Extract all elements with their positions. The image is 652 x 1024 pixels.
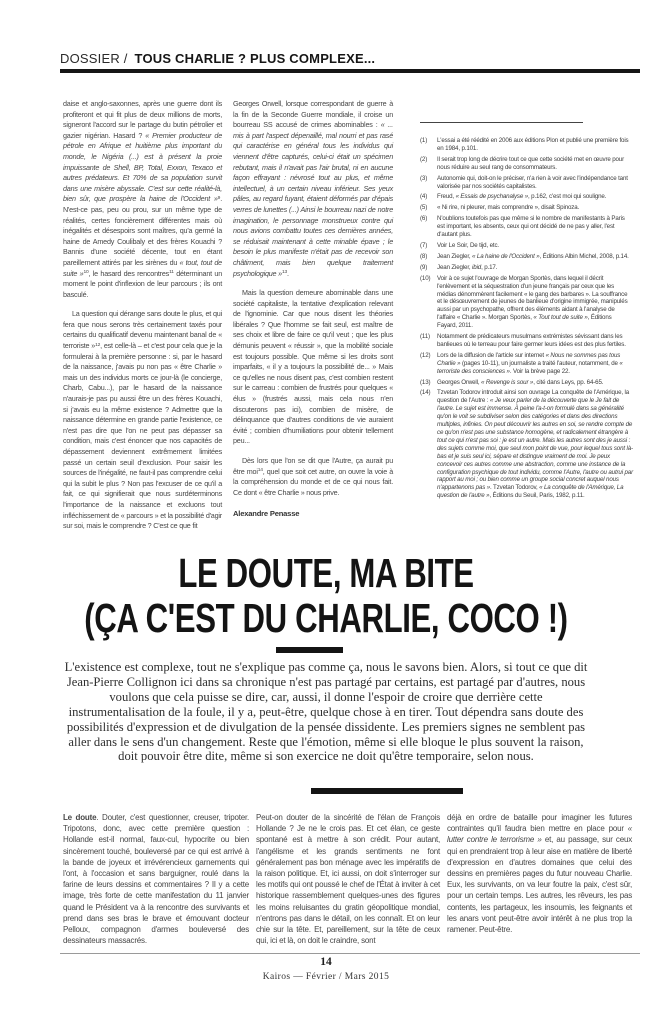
footnote-text: Lors de la diffusion de l'article sur internet « Nous ne sommes pas tous Charlie » (pages 10-11), un journaliste a traité l'auteur, notamment, de « terroriste des consciences ». Voir la brève page 22. [437, 351, 623, 375]
footnote-text: Jean Ziegler, ibid, p.17. [437, 263, 498, 271]
footnote-number: (10) [420, 274, 431, 282]
article-column-middle [233, 99, 393, 520]
footnotes-list [420, 137, 633, 500]
paragraph: daise et anglo-saxonnes, après une guerre dont ils profiteront et qui fit plus de deux millions de morts, signeront l'accord sur le partage du butin pétrolier et gazier nigérian. Hasard ? « Premier producteur de pétrole en Afrique et huitième plus important du monde, le Nigéria (...) est à présent la proie impuissante de Shell, BP, Total, Exxon, Texaco et autres prédateurs. Et 70% de sa population survit dans une misère abyssale. C'est sur cette réalité-là, bien sûr, que prospère la haine de l'Occident »$^9$. N'est-ce pas, peu ou prou, sur un même type de réalités, certes foncièrement différentes mais où inégalités et désespoirs sont maîtres, qu'a germé la haine de Amedy Coulibaly et des frères Kouachi ? Bannis d'une société décente, tout en étant pareillement attirés par les sirènes du « tout, tout de suite »$^{10}$, le hasard des rencontres$^{11}$ déterminant un moment le point d'inflexion de leur parcours ; ils ont basculé. [63, 99, 223, 299]
footnote-number: (2) [420, 155, 428, 163]
footnote-number: (12) [420, 351, 431, 359]
headline-rule [276, 647, 343, 653]
headline-line-1: LE DOUTE, MA BITE [178, 550, 474, 596]
footnote-number: (13) [420, 378, 431, 386]
header-section-label: DOSSIER / [60, 51, 128, 66]
paragraph: La question qui dérange sans doute le plus, et qui fera que nous serons très certainement taxés pour certains du qualificatif devenu maintenant banal de « terroriste »$^{12}$, est celle-là – et c'est pour cela que je la formulerai à la première personne : si, par le hasard de la naissance, j'avais pu non pas « être Charlie » mais un des individus morts ce jour-là (le concierge, Charb, Cabu...), par le hasard de la naissance n'aurais-je pas pu aussi être un des frères Kouachi, si j'avais eu la même existence ? Admettre que la naissance détermine en grande partie l'existence, ce n'est pas dire que l'on ne peut pas dépasser sa condition, mais c'est énoncer que nos capacités de dépassement deviennent extrêmement limitées passé un certain seuil d'exclusion. Pour saisir les sources de l'inégalité, ne faut-il pas comprendre celui qui la subit le plus ? Non pas l'excuser de ce qu'il a fait, ce qui signifierait que nous surdéterminons l'importance de la naissance et excluons tout infléchissement de « parcours » et la possibilité d'agir sur soi, mais le comprendre ? C'est ce que fit [63, 309, 222, 531]
footer-publication: Kairos — Février / Mars 2015 [262, 972, 390, 982]
footnote-text: Freud, « Essais de psychanalyse », p.162, c'est moi qui souligne. [437, 193, 607, 201]
article-column-left [63, 99, 222, 541]
footnote-item [420, 333, 633, 349]
paragraph: Georges Orwell, lorsque correspondant de guerre à la fin de la Seconde Guerre mondiale, il croise un bourreau SS accusé de crimes abominables : « ... mis à part l'aspect dépenaillé, mal nourri et pas rasé qui caractérise en général tous les individus qui viennent d'être capturés, celui-ci était un spécimen rebutant, mais il n'avait pas l'air brutal, ni en aucune façon effrayant : névrosé tout au plus, et même intellectuel, à un certain niveau inférieur. Ses yeux pâles, au regard fuyant, étaient déformés par d'épais verres de lunettes (...) Ainsi le bourreau nazi de notre imagination, le personnage monstrueux contre qui nous avions combattu toutes ces dernières années, se réduisait maintenant à cette minable épave ; le besoin le plus manifeste n'était pas de recevoir son châtiment, mais bien quelque traitement psychologique »$^{13}$. [233, 99, 393, 278]
header [60, 51, 375, 66]
footnote-text: Jean Ziegler, « La haine de l'Occident », Éditions Albin Michel, 2008, p.14. [437, 252, 629, 260]
footnote-number: (9) [420, 263, 428, 271]
header-rule [60, 69, 640, 73]
footnote-item [420, 215, 633, 239]
footnote-number: (3) [420, 174, 428, 182]
footnote-text: Georges Orwell, « Revenge is sour », cité dans Leys, pp. 64-65. [437, 378, 604, 386]
footnote-text: N'oublions toutefois pas que même si le nombre de manifestants à Paris est important, les absents, ceux qui ont décidé de ne pas y aller, l'est d'autant plus. [437, 215, 625, 239]
paragraph: Mais la question demeure abominable dans une société capitaliste, la tentative d'explication relevant de l'ignominie. Car que nous disent les théories libérales ? Que l'homme se fait seul, est maître de ses choix et libre de faire ce qu'il veut ; que les plus démunis peuvent « réussir », que la mobilité sociale est toujours possible. Que même si les droits sont imparfaits, « il y a toujours la possibilité de... » Mais ce qu'elles ne nous disent pas, c'est combien restent sur le carreau : combien de frustrés pour quelques « élus » (frustrés aussi, mais cela nous n'en discuterons pas ici), combien de misère, de délinquance que d'autres conditions de vie auraient évité ; combien d'humiliations pour obtenir tellement peu... [233, 288, 393, 446]
footnote-item [420, 204, 633, 212]
footer-rule [60, 953, 640, 954]
footnote-text: Il serait trop long de décrire tout ce que cette société met en œuvre pour nous réduire au seul rang de consommateurs. [437, 155, 625, 171]
headline [78, 551, 574, 641]
footnote-item [420, 193, 633, 201]
page-number: 14 [320, 956, 332, 968]
paragraph: Le doute. Douter, c'est questionner, creuser, tripoter. Tripotons, donc, avec cette première question : Hollande est-il normal, faux-cul, hypocrite ou bien sincèrement touché, bouleversé par ce qui est arrivé à la bande de joyeux et irrévérencieux garnements qui l'ont, à l'occasion et sans barguigner, roulé dans la farine de leurs dessins et commentaires ? Il y a cette image, très forte de cette manifestation du 11 janvier quand le Président va à la rencontre des survivants et prend dans ses bras le brave et émouvant docteur Pelloux, compagnon d'armes bouleversé des dessinateurs massacrés. [63, 813, 250, 946]
footnote-item [420, 389, 633, 500]
footnote-item [420, 175, 633, 191]
footnote-item [420, 242, 633, 250]
header-title: TOUS CHARLIE ? PLUS COMPLEXE... [134, 51, 376, 66]
footnote-number: (8) [420, 252, 428, 260]
footnote-number: (6) [420, 215, 428, 223]
footnote-number: (5) [420, 204, 428, 212]
footnote-item [420, 156, 633, 172]
footnote-number: (11) [420, 333, 430, 341]
bottom-column-2 [256, 812, 440, 946]
bottom-column-1 [63, 812, 249, 946]
footnote-text: « Ni rire, ni pleurer, mais comprendre », disait Spinoza. [437, 204, 580, 212]
byline: Alexandre Penasse [233, 509, 300, 519]
footnote-item [420, 253, 633, 261]
footnote-text: Notamment de prédicateurs musulmans extrémistes sévissant dans les banlieues où le terreau pour faire germer leurs idées est des plus fertiles. [437, 333, 626, 348]
footnote-text: L'essai a été réédité en 2006 aux éditions Plon et publié une première fois en 1984, p.101. [437, 137, 629, 152]
bottom-column-3 [447, 812, 632, 935]
footnotes-column [420, 100, 633, 503]
footnote-item [420, 379, 633, 387]
headline-line-2: (ÇA C'EST DU CHARLIE, COCO !) [84, 595, 568, 641]
footnote-text: Voir à ce sujet l'ouvrage de Morgan Sportès, dans lequel il décrit l'enlèvement et la séquestration d'un jeune français par ceux que les médias dénommèrent facilement « le gang des barbares ». La souffrance et le désœuvrement de jeunes de banlieue d'origine immigrée, manipulés aussi par un psychopathe, offrent des éléments aidant à l'analyse de l'affaire « Charlie ». Morgan Sportès, « Tout tout de suite », Éditions Fayard, 2011. [437, 274, 628, 330]
paragraph: déjà en ordre de bataille pour imaginer les futures contraintes qu'il faudra bien mettre en place pour « lutter contre le terrorisme » et, au passage, sur ceux qui en prendraient trop à leur aise en matière de liberté d'expression en d'autres domaines que celui des dessins en premières pages du futur nouveau Charlie. Eux, les survivants, on va leur foutre la paix, c'est sûr, pour un certain temps. Les autres, les rêveurs, les pas contents, les partageux, les insoumis, les feignants et les anars vont peut-être avoir intérêt à ne plus trop la ramener. Peut-être. [447, 813, 633, 935]
footnote-item [420, 264, 633, 272]
footnotes-divider [420, 122, 583, 123]
footnote-number: (1) [420, 137, 428, 144]
footnote-item [420, 352, 633, 376]
footnote-number: (7) [420, 241, 428, 249]
footnote-number: (14) [420, 389, 431, 397]
footnote-item [420, 275, 633, 330]
paragraph: Peut-on douter de la sincérité de l'élan de François Hollande ? Je ne le crois pas. Et cet élan, ce geste spontané est à mettre à son crédit. Pour autant, l'angélisme et les grands sentiments ne font généralement pas bon ménage avec les impératifs de la raison politique. Et, ici aussi, on doit s'interroger sur les motifs qui ont poussé le chef de l'État à inviter à cet historique rassemblement quelques-unes des figures les moins reluisantes du gratin géopolitique mondial, n'entrons pas dans le détail, on les connaît. Et on leur chie sur la tête. Et, pareillement, sur la tête de ceux qui, ici et là, on doit le craindre, sont [256, 813, 440, 946]
paragraph: Dès lors que l'on se dit que l'Autre, ça aurait pu être moi$^{14}$, quel que soit cet autre, on ouvre la voie à la compréhension du monde et de ce qui nous fait. Ce dont « être Charlie » nous prive. [233, 456, 393, 497]
intro-divider [311, 788, 463, 794]
intro-paragraph: L'existence est complexe, tout ne s'explique pas comme ça, nous le savons bien. Alors, si tout ce que dit Jean-Pierre Collignon ici dans sa chronique n'est pas partagé par certains, est partagé par d'autres, nous voulons que cela puisse se dire, car, aussi, il donne l'espoir de croire que derrière cette instrumentalisation de la foule, il y a, peut-être, quelque chose à en tirer. Tout dépendra sans doute des possibilités d'expression et de divulgation de la pensée dissidente. Les premiers signes ne semblent pas aller dans le sens d'un changement. Reste que l'émotion, même si elle bloque le plus souvent la raison, doit pouvoir être dite, même si son exercice ne doit qu'être temporaire, selon nous. [64, 660, 588, 764]
footnote-text: Voir Le Soir, De tijd, etc. [437, 241, 499, 249]
footnote-number: (4) [420, 193, 428, 201]
footnote-item [420, 137, 633, 153]
footnote-text: Tzvetan Todorov introduit ainsi son ouvrage La conquête de l'Amérique, la question de l'Autre : « Je veux parler de la découverte que le Je fait de l'autre. Le sujet est immense. À peine l'a-t-on formulé dans sa généralité qu'on le voit se subdiviser selon des catégories et dans des directions multiples, infinies. On peut découvrir les autres en soi, se rendre compte de ce qu'on n'est pas une substance homogène, et radicalement étrangère à tout ce qui n'est pas soi : je est un autre. Mais les autres sont des je aussi : des sujets comme moi, que seul mon point de vue, pour lequel tous sont là-bas et je suis seul ici, sépare et distingue vraiment de moi. Je peux concevoir ces autres comme une abstraction, comme une instance de la configuration psychique de tout individu, comme l'Autre, l'autre ou autrui par rapport au moi ; ou bien comme un groupe social concret auquel nous n'appartenons pas ». Tzvetan Todorov, « La conquête de l'Amérique, La question de l'autre », Éditions du Seuil, Paris, 1982, p.11. [437, 389, 633, 500]
footnote-text: Autonomie qui, doit-on le préciser, n'a rien à voir avec l'indépendance tant valorisée par nos sociétés capitalistes. [437, 174, 628, 190]
